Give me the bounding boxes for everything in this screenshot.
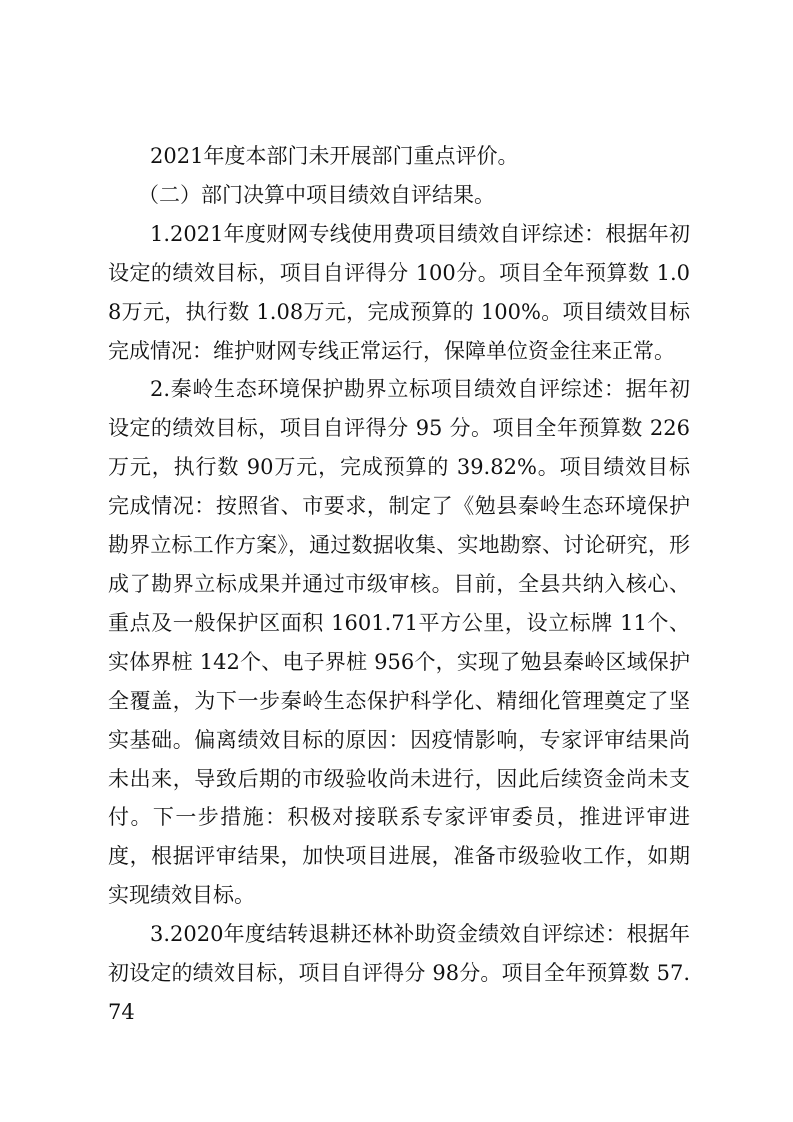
paragraph-project-3: 3.2020年度结转退耕还林补助资金绩效自评综述：根据年初设定的绩效目标，项目自评得分 98分。项目全年预算数 57.74 <box>108 922 690 1024</box>
paragraph-project-2: 2.秦岭生态环境保护勘界立标项目绩效自评综述：据年初设定的绩效目标，项目自评得分 95 分。项目全年预算数 226万元，执行数 90万元，完成预算的 39.82%。项目绩效目标完成情况：按照省、市要求，制定了《勉县秦岭生态环境保护勘界立标工作方案》，通过数据收集、实地勘察、讨论研究，形成了勘界立标成果并通过市级审核。目前，全县共纳入核心、重点及一般保护区面积 1601.71平方公里，设立标牌 11个、实体界桩 142个、电子界桩 956个，实现了勉县秦岭区域保护全覆盖，为下一步秦岭生态保护科学化、精细化管理奠定了坚实基础。偏离绩效目标的原因：因疫情影响，专家评审结果尚未出来，导致后期的市级验收尚未进行，因此后续资金尚未支付。下一步措施：积极对接联系专家评审委员，推进评审进度，根据评审结果，加快项目进展，准备市级验收工作，如期实现绩效目标。 <box>108 377 690 908</box>
document-body <box>108 137 690 1032</box>
paragraph-dept-evaluation: 2021年度本部门未开展部门重点评价。 <box>150 144 519 168</box>
section-heading-project-results: （二）部门决算中项目绩效自评结果。 <box>138 182 495 207</box>
paragraph-project-1: 1.2021年度财网专线使用费项目绩效自评综述：根据年初设定的绩效目标，项目自评得分 100分。项目全年预算数 1.08万元，执行数 1.08万元，完成预算的 100%。项目绩效目标完成情况：维护财网专线正常运行，保障单位资金往来正常。 <box>108 221 690 363</box>
